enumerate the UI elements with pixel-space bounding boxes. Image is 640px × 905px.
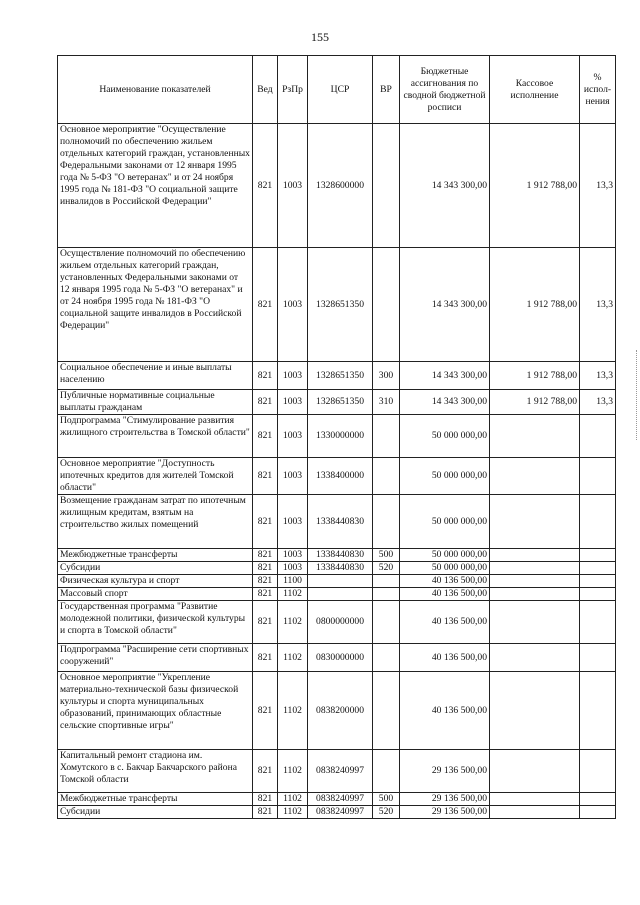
- table-row: [58, 495, 616, 549]
- row-pct: [580, 549, 616, 562]
- row-ved: 821: [253, 495, 278, 549]
- row-csr: 0830000000: [308, 644, 373, 672]
- row-name: Публичные нормативные социальные выплаты гражданам: [58, 390, 253, 415]
- row-csr: 0838240997: [308, 793, 373, 806]
- row-vr: [373, 248, 400, 362]
- row-vr: [373, 601, 400, 644]
- table-row: [58, 575, 616, 588]
- row-budget: 50 000 000,00: [400, 562, 490, 575]
- row-rzpr: 1102: [278, 672, 308, 750]
- row-name: Основное мероприятие "Осуществление полномочий по обеспечению жильем отдельных категорий граждан, установленных Федеральными законами от 12 января 1995 года № 5-ФЗ "О ветеранах" и от 24 ноября 1995 года № 181-ФЗ "О социальной защите инвалидов в Российской Федерации": [58, 124, 253, 248]
- header-rzpr: РзПр: [278, 56, 308, 124]
- row-ved: 821: [253, 390, 278, 415]
- row-csr: 0838240997: [308, 806, 373, 819]
- row-csr: 0838240997: [308, 750, 373, 793]
- budget-table: [57, 55, 616, 819]
- row-rzpr: 1003: [278, 562, 308, 575]
- row-pct: [580, 601, 616, 644]
- row-budget: 29 136 500,00: [400, 750, 490, 793]
- row-rzpr: 1102: [278, 806, 308, 819]
- row-name: Межбюджетные трансферты: [58, 793, 253, 806]
- row-cash: [490, 750, 580, 793]
- row-pct: [580, 588, 616, 601]
- header-vr: ВР: [373, 56, 400, 124]
- row-pct: [580, 562, 616, 575]
- row-budget: 40 136 500,00: [400, 644, 490, 672]
- row-name: Массовый спорт: [58, 588, 253, 601]
- row-csr: 1328651350: [308, 248, 373, 362]
- table-row: [58, 362, 616, 390]
- row-vr: 520: [373, 562, 400, 575]
- row-cash: [490, 601, 580, 644]
- row-name: Подпрограмма "Стимулирование развития жилищного строительства в Томской области": [58, 415, 253, 458]
- row-csr: 1338400000: [308, 458, 373, 495]
- header-name: Наименование показателей: [58, 56, 253, 124]
- row-vr: 520: [373, 806, 400, 819]
- row-vr: [373, 495, 400, 549]
- row-pct: [580, 495, 616, 549]
- row-pct: [580, 458, 616, 495]
- table-row: [58, 562, 616, 575]
- row-ved: 821: [253, 575, 278, 588]
- row-ved: 821: [253, 601, 278, 644]
- row-pct: [580, 672, 616, 750]
- row-name: Субсидии: [58, 562, 253, 575]
- row-vr: [373, 415, 400, 458]
- row-ved: 821: [253, 415, 278, 458]
- row-pct: [580, 644, 616, 672]
- row-rzpr: 1003: [278, 458, 308, 495]
- row-vr: 310: [373, 390, 400, 415]
- row-vr: [373, 124, 400, 248]
- table-row: [58, 248, 616, 362]
- header-budget: Бюджетные ассигнования по сводной бюджетной росписи: [400, 56, 490, 124]
- row-budget: 14 343 300,00: [400, 248, 490, 362]
- table-row: [58, 750, 616, 793]
- header-csr: ЦСР: [308, 56, 373, 124]
- row-name: Осуществление полномочий по обеспечению жильем отдельных категорий граждан, установленных Федеральными законами от 12 января 1995 года № 5-ФЗ "О ветеранах" и от 24 ноября 1995 года № 181-ФЗ "О социальной защите инвалидов в Российской Федерации": [58, 248, 253, 362]
- row-cash: [490, 458, 580, 495]
- table-row: [58, 793, 616, 806]
- row-csr: 1330000000: [308, 415, 373, 458]
- row-ved: 821: [253, 672, 278, 750]
- row-rzpr: 1003: [278, 248, 308, 362]
- table-row: [58, 390, 616, 415]
- row-vr: [373, 750, 400, 793]
- row-vr: 500: [373, 549, 400, 562]
- row-cash: 1 912 788,00: [490, 362, 580, 390]
- row-rzpr: 1102: [278, 588, 308, 601]
- table-row: [58, 124, 616, 248]
- row-rzpr: 1003: [278, 390, 308, 415]
- row-cash: 1 912 788,00: [490, 390, 580, 415]
- row-csr: 0838200000: [308, 672, 373, 750]
- row-vr: 300: [373, 362, 400, 390]
- row-cash: [490, 495, 580, 549]
- row-csr: 1338440830: [308, 549, 373, 562]
- row-csr: 1328600000: [308, 124, 373, 248]
- row-pct: 13,3: [580, 390, 616, 415]
- row-name: Основное мероприятие "Доступность ипотечных кредитов для жителей Томской области": [58, 458, 253, 495]
- row-name: Физическая культура и спорт: [58, 575, 253, 588]
- row-budget: 40 136 500,00: [400, 575, 490, 588]
- row-ved: 821: [253, 644, 278, 672]
- row-vr: [373, 672, 400, 750]
- row-budget: 40 136 500,00: [400, 601, 490, 644]
- row-pct: [580, 806, 616, 819]
- row-csr: 1328651350: [308, 362, 373, 390]
- row-csr: 1338440830: [308, 562, 373, 575]
- row-ved: 821: [253, 362, 278, 390]
- row-cash: 1 912 788,00: [490, 124, 580, 248]
- row-vr: [373, 458, 400, 495]
- row-pct: 13,3: [580, 124, 616, 248]
- row-csr: 0800000000: [308, 601, 373, 644]
- row-budget: 29 136 500,00: [400, 806, 490, 819]
- row-ved: 821: [253, 124, 278, 248]
- table-body: [58, 124, 616, 819]
- row-cash: [490, 562, 580, 575]
- row-rzpr: 1003: [278, 549, 308, 562]
- row-csr: 1338440830: [308, 495, 373, 549]
- row-vr: [373, 644, 400, 672]
- row-name: Основное мероприятие "Укрепление материально-технической базы физической культуры и спорта муниципальных образований, принимающих областные сельские спортивные игры": [58, 672, 253, 750]
- row-cash: [490, 672, 580, 750]
- row-name: Субсидии: [58, 806, 253, 819]
- table-row: [58, 458, 616, 495]
- row-ved: 821: [253, 562, 278, 575]
- row-name: Возмещение гражданам затрат по ипотечным жилищным кредитам, взятым на строительство жилых помещений: [58, 495, 253, 549]
- row-vr: 500: [373, 793, 400, 806]
- row-pct: 13,3: [580, 248, 616, 362]
- row-name: Государственная программа "Развитие молодежной политики, физической культуры и спорта в Томской области": [58, 601, 253, 644]
- scan-edge-mark: [636, 350, 638, 440]
- header-pct: % испол-нения: [580, 56, 616, 124]
- row-pct: [580, 415, 616, 458]
- row-budget: 50 000 000,00: [400, 549, 490, 562]
- row-cash: [490, 806, 580, 819]
- row-rzpr: 1102: [278, 793, 308, 806]
- row-rzpr: 1003: [278, 124, 308, 248]
- row-budget: 50 000 000,00: [400, 458, 490, 495]
- row-rzpr: 1003: [278, 362, 308, 390]
- table-row: [58, 415, 616, 458]
- header-cash: Кассовое исполнение: [490, 56, 580, 124]
- row-ved: 821: [253, 549, 278, 562]
- row-budget: 14 343 300,00: [400, 362, 490, 390]
- table-row: [58, 601, 616, 644]
- row-csr: [308, 588, 373, 601]
- row-budget: 29 136 500,00: [400, 793, 490, 806]
- table-row: [58, 549, 616, 562]
- row-ved: 821: [253, 793, 278, 806]
- row-rzpr: 1102: [278, 644, 308, 672]
- row-cash: [490, 549, 580, 562]
- row-csr: [308, 575, 373, 588]
- table-row: [58, 806, 616, 819]
- row-name: Социальное обеспечение и иные выплаты населению: [58, 362, 253, 390]
- row-rzpr: 1102: [278, 750, 308, 793]
- table-header-row: [58, 56, 616, 124]
- row-name: Межбюджетные трансферты: [58, 549, 253, 562]
- row-csr: 1328651350: [308, 390, 373, 415]
- row-name: Подпрограмма "Расширение сети спортивных сооружений": [58, 644, 253, 672]
- row-budget: 50 000 000,00: [400, 415, 490, 458]
- row-budget: 40 136 500,00: [400, 672, 490, 750]
- row-ved: 821: [253, 806, 278, 819]
- row-cash: [490, 588, 580, 601]
- page-number: 155: [311, 30, 329, 44]
- row-pct: 13,3: [580, 362, 616, 390]
- row-name: Капитальный ремонт стадиона им. Хомутского в с. Бакчар Бакчарского района Томской области: [58, 750, 253, 793]
- row-budget: 50 000 000,00: [400, 495, 490, 549]
- row-pct: [580, 793, 616, 806]
- row-cash: [490, 575, 580, 588]
- row-rzpr: 1003: [278, 495, 308, 549]
- row-budget: 14 343 300,00: [400, 390, 490, 415]
- row-pct: [580, 750, 616, 793]
- row-rzpr: 1102: [278, 601, 308, 644]
- row-ved: 821: [253, 588, 278, 601]
- header-ved: Вед: [253, 56, 278, 124]
- row-budget: 40 136 500,00: [400, 588, 490, 601]
- row-cash: [490, 644, 580, 672]
- table-row: [58, 672, 616, 750]
- row-rzpr: 1003: [278, 415, 308, 458]
- row-cash: 1 912 788,00: [490, 248, 580, 362]
- row-ved: 821: [253, 248, 278, 362]
- row-vr: [373, 575, 400, 588]
- row-ved: 821: [253, 750, 278, 793]
- row-pct: [580, 575, 616, 588]
- table-row: [58, 588, 616, 601]
- row-cash: [490, 793, 580, 806]
- row-cash: [490, 415, 580, 458]
- row-ved: 821: [253, 458, 278, 495]
- row-vr: [373, 588, 400, 601]
- row-rzpr: 1100: [278, 575, 308, 588]
- table-row: [58, 644, 616, 672]
- row-budget: 14 343 300,00: [400, 124, 490, 248]
